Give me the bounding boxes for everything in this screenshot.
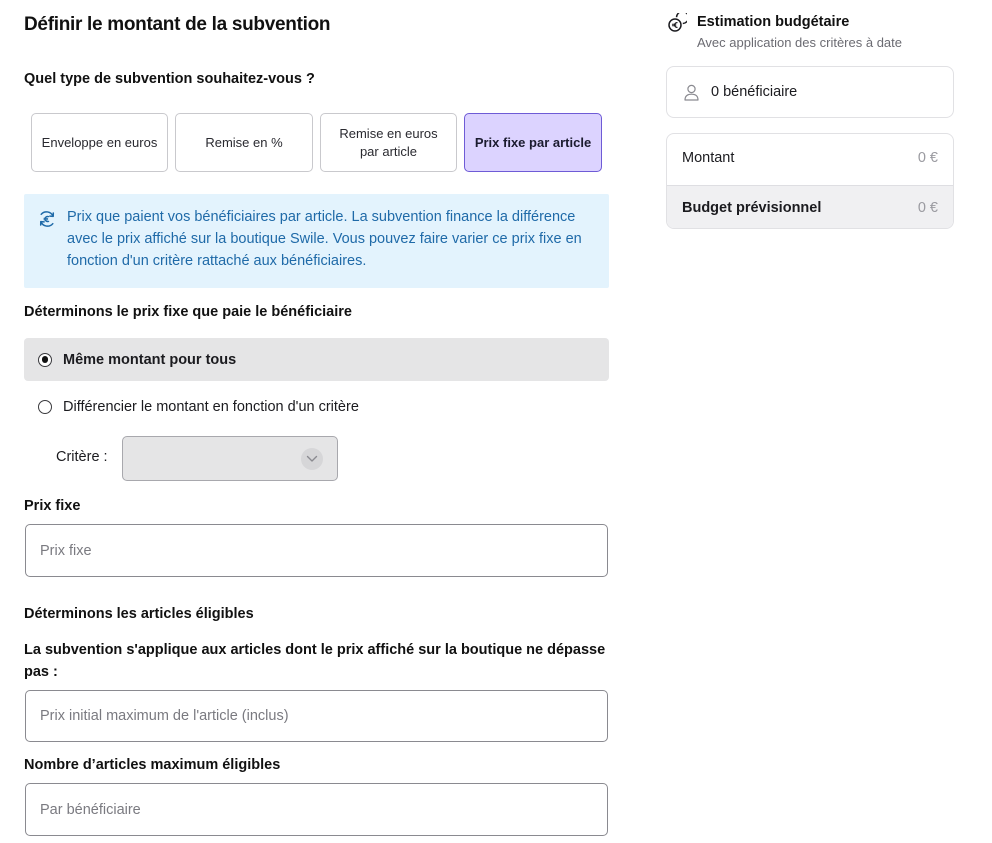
subsidy-type-question: Quel type de subvention souhaitez-vous ? [24, 71, 315, 87]
fixed-price-input[interactable] [25, 524, 608, 577]
user-icon [684, 84, 699, 101]
max-price-label: La subvention s'applique aux articles dont le prix affiché sur la boutique ne dépasse pas : [24, 642, 606, 680]
info-box [24, 194, 609, 288]
type-envelope-button[interactable]: Enveloppe en euros [31, 113, 168, 172]
criterion-select[interactable] [122, 436, 338, 481]
type-percent-button[interactable]: Remise en % [175, 113, 313, 172]
amount-row [667, 134, 953, 182]
forecast-budget-row [667, 185, 953, 229]
radio-same-amount[interactable] [24, 338, 609, 381]
amount-label: Montant [682, 150, 735, 166]
budget-estimate-subtitle: Avec application des critères à date [697, 35, 902, 50]
radio-by-criterion[interactable] [24, 385, 609, 428]
amount-value: 0 € [917, 150, 938, 166]
max-items-label: Nombre d’articles maximum éligibles [24, 757, 281, 773]
radio-button-checked[interactable] [38, 353, 52, 367]
fixed-price-section-title: Déterminons le prix fixe que paie le bénéficiaire [24, 304, 352, 320]
fixed-price-label: Prix fixe [24, 498, 81, 514]
type-fixed-price-button[interactable]: Prix fixe par article [464, 113, 602, 172]
radio-button-unchecked[interactable] [38, 400, 52, 414]
chevron-down-icon [301, 448, 323, 470]
radio-same-amount-label: Même montant pour tous [63, 351, 237, 368]
radio-by-criterion-label: Différencier le montant en fonction d'un critère [63, 398, 359, 415]
eligible-section-title: Déterminons les articles éligibles [24, 606, 254, 622]
budget-estimate-title: Estimation budgétaire [697, 14, 850, 30]
type-euro-per-article-button[interactable]: Remise en euros par article [320, 113, 457, 172]
budget-card [666, 133, 954, 229]
max-price-input[interactable] [25, 690, 608, 742]
info-text: Prix que paient vos bénéficiaires par article. La subvention finance la différence avec le prix affiché sur la boutique Swile. Vous pouvez faire varier ce prix fixe en fonction d'un critère rattaché aux bénéficiaires. [67, 209, 582, 269]
refresh-euro-icon [38, 210, 56, 228]
beneficiaries-count: 0 bénéficiaire [711, 84, 798, 100]
forecast-budget-label: Budget prévisionnel [682, 199, 822, 216]
coins-icon [667, 13, 687, 33]
criterion-label: Critère : [56, 449, 108, 465]
forecast-budget-value: 0 € [917, 199, 938, 216]
max-items-input[interactable] [25, 783, 608, 836]
beneficiaries-card [666, 66, 954, 118]
page-title: Définir le montant de la subvention [24, 14, 331, 35]
